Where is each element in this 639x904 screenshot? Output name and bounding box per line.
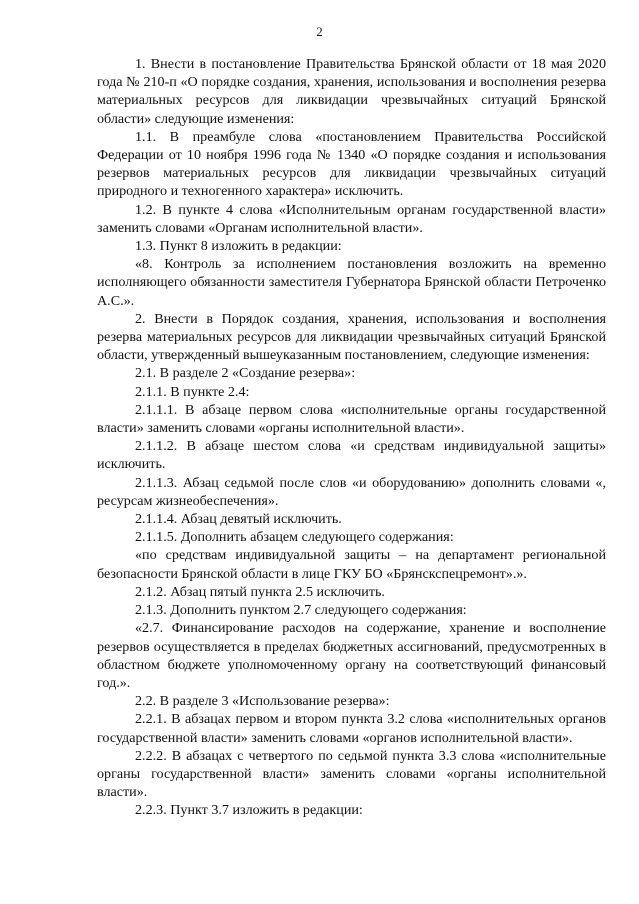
paragraph-2-1-1: 2.1.1. В пункте 2.4: (135, 383, 250, 400)
paragraph-2-1-1-3: 2.1.1.3. Абзац седьмой после слов «и оборудованию» дополнить словами «, ресурсам жизнеобеспечения». (97, 474, 606, 509)
paragraph-1-1: 1.1. В преамбуле слова «постановлением Правительства Российской Федерации от 10 ноября 1996 года № 1340 «О порядке создания и использования резервов материальных ресурсов для ликвидации чрезвычайных ситуаций природного и техногенного характера» исключить. (97, 128, 606, 200)
paragraph-1-2: 1.2. В пункте 4 слова «Исполнительным органам государственной власти» заменить словами «Органам исполнительной власти». (97, 201, 606, 236)
paragraph-1: 1. Внести в постановление Правительства Брянской области от 18 мая 2020 года № 210-п «О порядке создания, хранения, использования и восполнения резерва материальных ресурсов для ликвидации чрезвычайных ситуаций Брянской области» следующие изменения: (97, 56, 606, 127)
paragraph-2-2-3: 2.2.3. Пункт 3.7 изложить в редакции: (135, 802, 363, 819)
paragraph-2-1-2: 2.1.2. Абзац пятый пункта 2.5 исключить. (135, 583, 385, 600)
paragraph-2-1-3: 2.1.3. Дополнить пунктом 2.7 следующего содержания: (135, 602, 467, 619)
paragraph-2-1-1-2: 2.1.1.2. В абзаце шестом слова «и средствам индивидуальной защиты» исключить. (97, 438, 606, 473)
paragraph-2-1-1-1: 2.1.1.1. В абзаце первом слова «исполнительные органы государственной власти» заменить словами «органы исполнительной власти». (97, 401, 606, 437)
paragraph-2-2-2: 2.2.2. В абзацах с четвертого по седьмой пункта 3.3 слова «исполнительные органы государственной власти» заменить словами «органы исполнительной власти». (97, 747, 606, 801)
paragraph-2-2-1: 2.2.1. В абзацах первом и втором пункта 3.2 слова «исполнительных органов государственной власти» заменить словами «органов исполнительной власти». (97, 711, 606, 746)
document-body (97, 55, 606, 820)
paragraph-quote-2-7: «2.7. Финансирование расходов на содержание, хранение и восполнение резервов осуществляется в пределах бюджетных ассигнований, предусмотренных в областном бюджете уполномоченному органу на соответствующий финансовый год.». (97, 620, 606, 691)
paragraph-2-1: 2.1. В разделе 2 «Создание резерва»: (135, 365, 356, 382)
paragraph-2-1-1-5: 2.1.1.5. Дополнить абзацем следующего содержания: (135, 529, 454, 546)
paragraph-2-2: 2.2. В разделе 3 «Использование резерва»: (135, 693, 390, 710)
paragraph-1-3: 1.3. Пункт 8 изложить в редакции: (135, 238, 342, 255)
paragraph-quote-8: «8. Контроль за исполнением постановления возложить на временно исполняющего обязанности заместителя Губернатора Брянской области Петроченко А.С.». (97, 256, 606, 309)
paragraph-2-1-1-4: 2.1.1.4. Абзац девятый исключить. (135, 511, 342, 528)
paragraph-2: 2. Внести в Порядок создания, хранения, использования и восполнения резерва материальных ресурсов для ликвидации чрезвычайных ситуаций Брянской области, утвержденный вышеуказанным постановлением, следующие изменения: (97, 310, 606, 364)
page-number: 2 (316, 24, 323, 39)
paragraph-quote-ppe: «по средствам индивидуальной защиты – на департамент региональной безопасности Брянской области в лице ГКУ БО «Брянскспецремонт».». (97, 547, 606, 582)
